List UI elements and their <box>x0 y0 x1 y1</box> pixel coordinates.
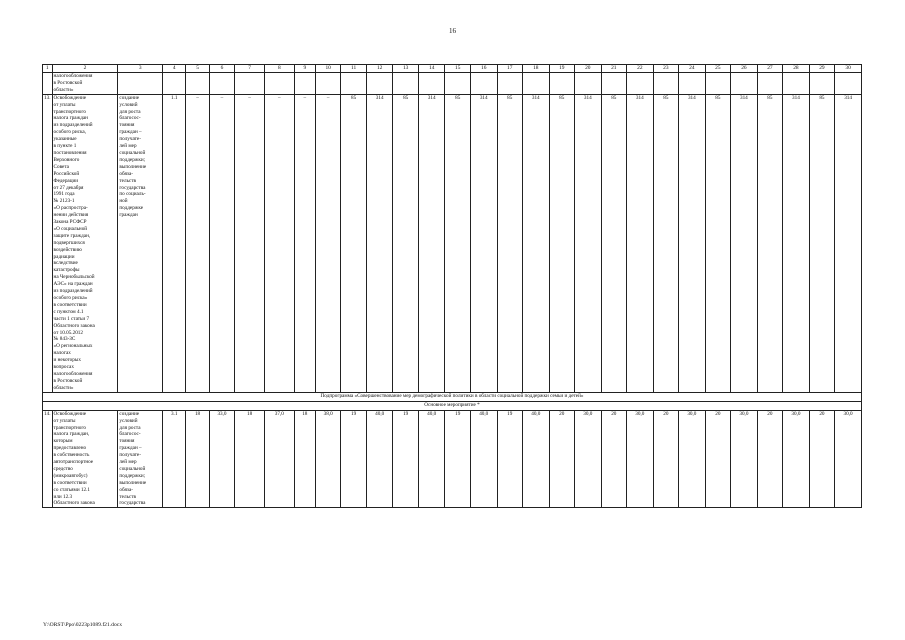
empty-cell <box>705 73 730 95</box>
empty-cell <box>601 73 626 95</box>
value-cell: 40,0 <box>522 410 549 508</box>
empty-cell <box>731 73 758 95</box>
value-cell: 85 <box>393 94 418 392</box>
column-header: 24 <box>679 65 706 73</box>
value-cell: 20 <box>601 410 626 508</box>
empty-cell <box>835 73 862 95</box>
empty-cell <box>418 73 445 95</box>
column-header: 12 <box>366 65 393 73</box>
empty-cell <box>757 73 782 95</box>
main-activity-title: Основное мероприятие * <box>43 401 862 410</box>
value-cell: – <box>294 94 315 392</box>
value-cell: 30,0 <box>783 410 810 508</box>
header-row <box>43 65 862 73</box>
value-cell: 40,0 <box>418 410 445 508</box>
value-cell: 19 <box>445 410 470 508</box>
value-cell: 37,0 <box>264 410 294 508</box>
main-activity-row <box>43 401 862 410</box>
value-cell: 20 <box>809 410 834 508</box>
value-cell: 38,0 <box>315 410 340 508</box>
column-header: 25 <box>705 65 730 73</box>
continuation-text: налогообложения в Ростовской области» <box>52 73 118 95</box>
empty-cell <box>522 73 549 95</box>
empty-cell <box>315 73 340 95</box>
empty-cell <box>627 73 654 95</box>
empty-cell <box>445 73 470 95</box>
column-header: 4 <box>163 65 186 73</box>
value-cell: 19 <box>393 410 418 508</box>
value-cell: 85 <box>705 94 730 392</box>
empty-cell <box>294 73 315 95</box>
value-cell: 314 <box>627 94 654 392</box>
empty-cell <box>393 73 418 95</box>
empty-cell <box>575 73 602 95</box>
empty-cell <box>209 73 234 95</box>
column-header: 10 <box>315 65 340 73</box>
value-cell: 19 <box>341 410 366 508</box>
column-header: 22 <box>627 65 654 73</box>
column-header: 27 <box>757 65 782 73</box>
page-number: 16 <box>449 27 456 35</box>
value-cell: 33,0 <box>209 410 234 508</box>
column-header: 20 <box>575 65 602 73</box>
empty-cell <box>549 73 574 95</box>
subprogram-title: Подпрограмма «Совершенствование мер демографической политики в области социальной поддержки семьи и детей» <box>43 392 862 401</box>
column-header: 3 <box>118 65 163 73</box>
value-cell: 30,0 <box>575 410 602 508</box>
empty-cell <box>470 73 497 95</box>
column-header: 1 <box>43 65 53 73</box>
column-header: 7 <box>235 65 265 73</box>
value-cell: 314 <box>418 94 445 392</box>
empty-cell <box>235 73 265 95</box>
empty-cell <box>264 73 294 95</box>
data-table <box>42 64 862 508</box>
value-cell: 314 <box>522 94 549 392</box>
measure-name: Освобождение от уплаты транспортного налога граждан, которым предоставлено в собственность автотранспортное средство (микроавтобус) в соответствии со статьями 12.1 или 12.3 Областного закона <box>52 410 118 508</box>
empty-cell <box>783 73 810 95</box>
value-cell: 18 <box>186 410 209 508</box>
value-cell: 314 <box>783 94 810 392</box>
row-number: 14. <box>43 410 53 508</box>
column-header: 8 <box>264 65 294 73</box>
value-cell: 314 <box>679 94 706 392</box>
value-cell: 40,0 <box>366 410 393 508</box>
empty-cell <box>497 73 522 95</box>
value-cell: 314 <box>366 94 393 392</box>
column-header: 29 <box>809 65 834 73</box>
column-header: 15 <box>445 65 470 73</box>
empty-cell <box>118 73 163 95</box>
column-header: 16 <box>470 65 497 73</box>
value-cell: 3.1 <box>163 410 186 508</box>
empty-cell <box>163 73 186 95</box>
value-cell: 40,0 <box>470 410 497 508</box>
value-cell: 20 <box>757 410 782 508</box>
table-row <box>43 410 862 508</box>
column-header: 14 <box>418 65 445 73</box>
value-cell: 85 <box>497 94 522 392</box>
column-header: 5 <box>186 65 209 73</box>
value-cell: 85 <box>549 94 574 392</box>
value-cell: – <box>186 94 209 392</box>
column-header: 9 <box>294 65 315 73</box>
empty-cell <box>679 73 706 95</box>
value-cell: 85 <box>601 94 626 392</box>
empty-cell <box>341 73 366 95</box>
value-cell: – <box>264 94 294 392</box>
value-cell: – <box>235 94 265 392</box>
value-cell: 30,0 <box>731 410 758 508</box>
table-row <box>43 94 862 392</box>
column-header: 21 <box>601 65 626 73</box>
column-header: 30 <box>835 65 862 73</box>
footer-file-path: Y:\ORST\Ppo\0223p1089.f21.docx <box>43 622 123 628</box>
measure-purpose: создание условий для роста благосос- тояния граждан – получате- лей мер социальной поддержки; выполнение обяза- тельств государства <box>118 410 163 508</box>
value-cell: 85 <box>341 94 366 392</box>
column-header: 19 <box>549 65 574 73</box>
column-header: 18 <box>522 65 549 73</box>
value-cell: 314 <box>575 94 602 392</box>
row-number: 13. <box>43 94 53 392</box>
empty-cell <box>186 73 209 95</box>
value-cell: 85 <box>757 94 782 392</box>
empty-cell <box>809 73 834 95</box>
value-cell: 1.1 <box>163 94 186 392</box>
value-cell: 18 <box>294 410 315 508</box>
measure-name: Освобождение от уплаты транспортного налога граждан из подразделений особого риска, указанные в пункте 1 постановления Верховного Совета Российской Федерации от 27 декабря 1991 года № 2123-1 «О распростра- нении действия Закона РСФСР «О социальной защите граждан, подвергшихся воздействию радиации вследствие катастрофы на Чернобыльской АЭС» на граждан из подразделений особого риска» в соответствии с пунктом 4.1 части 1 статьи 7 Областного закона от 10.05.2012 № 843-ЗС «О региональных налогах и некоторых вопросах налогообложения в Ростовской области» <box>52 94 118 392</box>
column-header: 6 <box>209 65 234 73</box>
value-cell: 85 <box>653 94 678 392</box>
value-cell: 30,0 <box>835 410 862 508</box>
column-header: 28 <box>783 65 810 73</box>
value-cell: 314 <box>470 94 497 392</box>
value-cell: 18 <box>235 410 265 508</box>
column-header: 26 <box>731 65 758 73</box>
value-cell: 30,0 <box>627 410 654 508</box>
column-header: 2 <box>52 65 118 73</box>
value-cell: 20 <box>549 410 574 508</box>
value-cell: 30,0 <box>679 410 706 508</box>
value-cell: 19 <box>497 410 522 508</box>
value-cell: 85 <box>445 94 470 392</box>
row-number-cell <box>43 73 53 95</box>
continuation-row <box>43 73 862 95</box>
value-cell: – <box>315 94 340 392</box>
empty-cell <box>653 73 678 95</box>
value-cell: – <box>209 94 234 392</box>
subprogram-row <box>43 392 862 401</box>
value-cell: 314 <box>835 94 862 392</box>
column-header: 23 <box>653 65 678 73</box>
value-cell: 20 <box>705 410 730 508</box>
value-cell: 85 <box>809 94 834 392</box>
column-header: 17 <box>497 65 522 73</box>
measure-purpose: создание условий для роста благосос- тояния граждан – получате- лей мер социальной поддержки; выполнение обяза- тельств государства по социаль- ной поддержке граждан <box>118 94 163 392</box>
value-cell: 20 <box>653 410 678 508</box>
column-header: 11 <box>341 65 366 73</box>
column-header: 13 <box>393 65 418 73</box>
empty-cell <box>366 73 393 95</box>
value-cell: 314 <box>731 94 758 392</box>
